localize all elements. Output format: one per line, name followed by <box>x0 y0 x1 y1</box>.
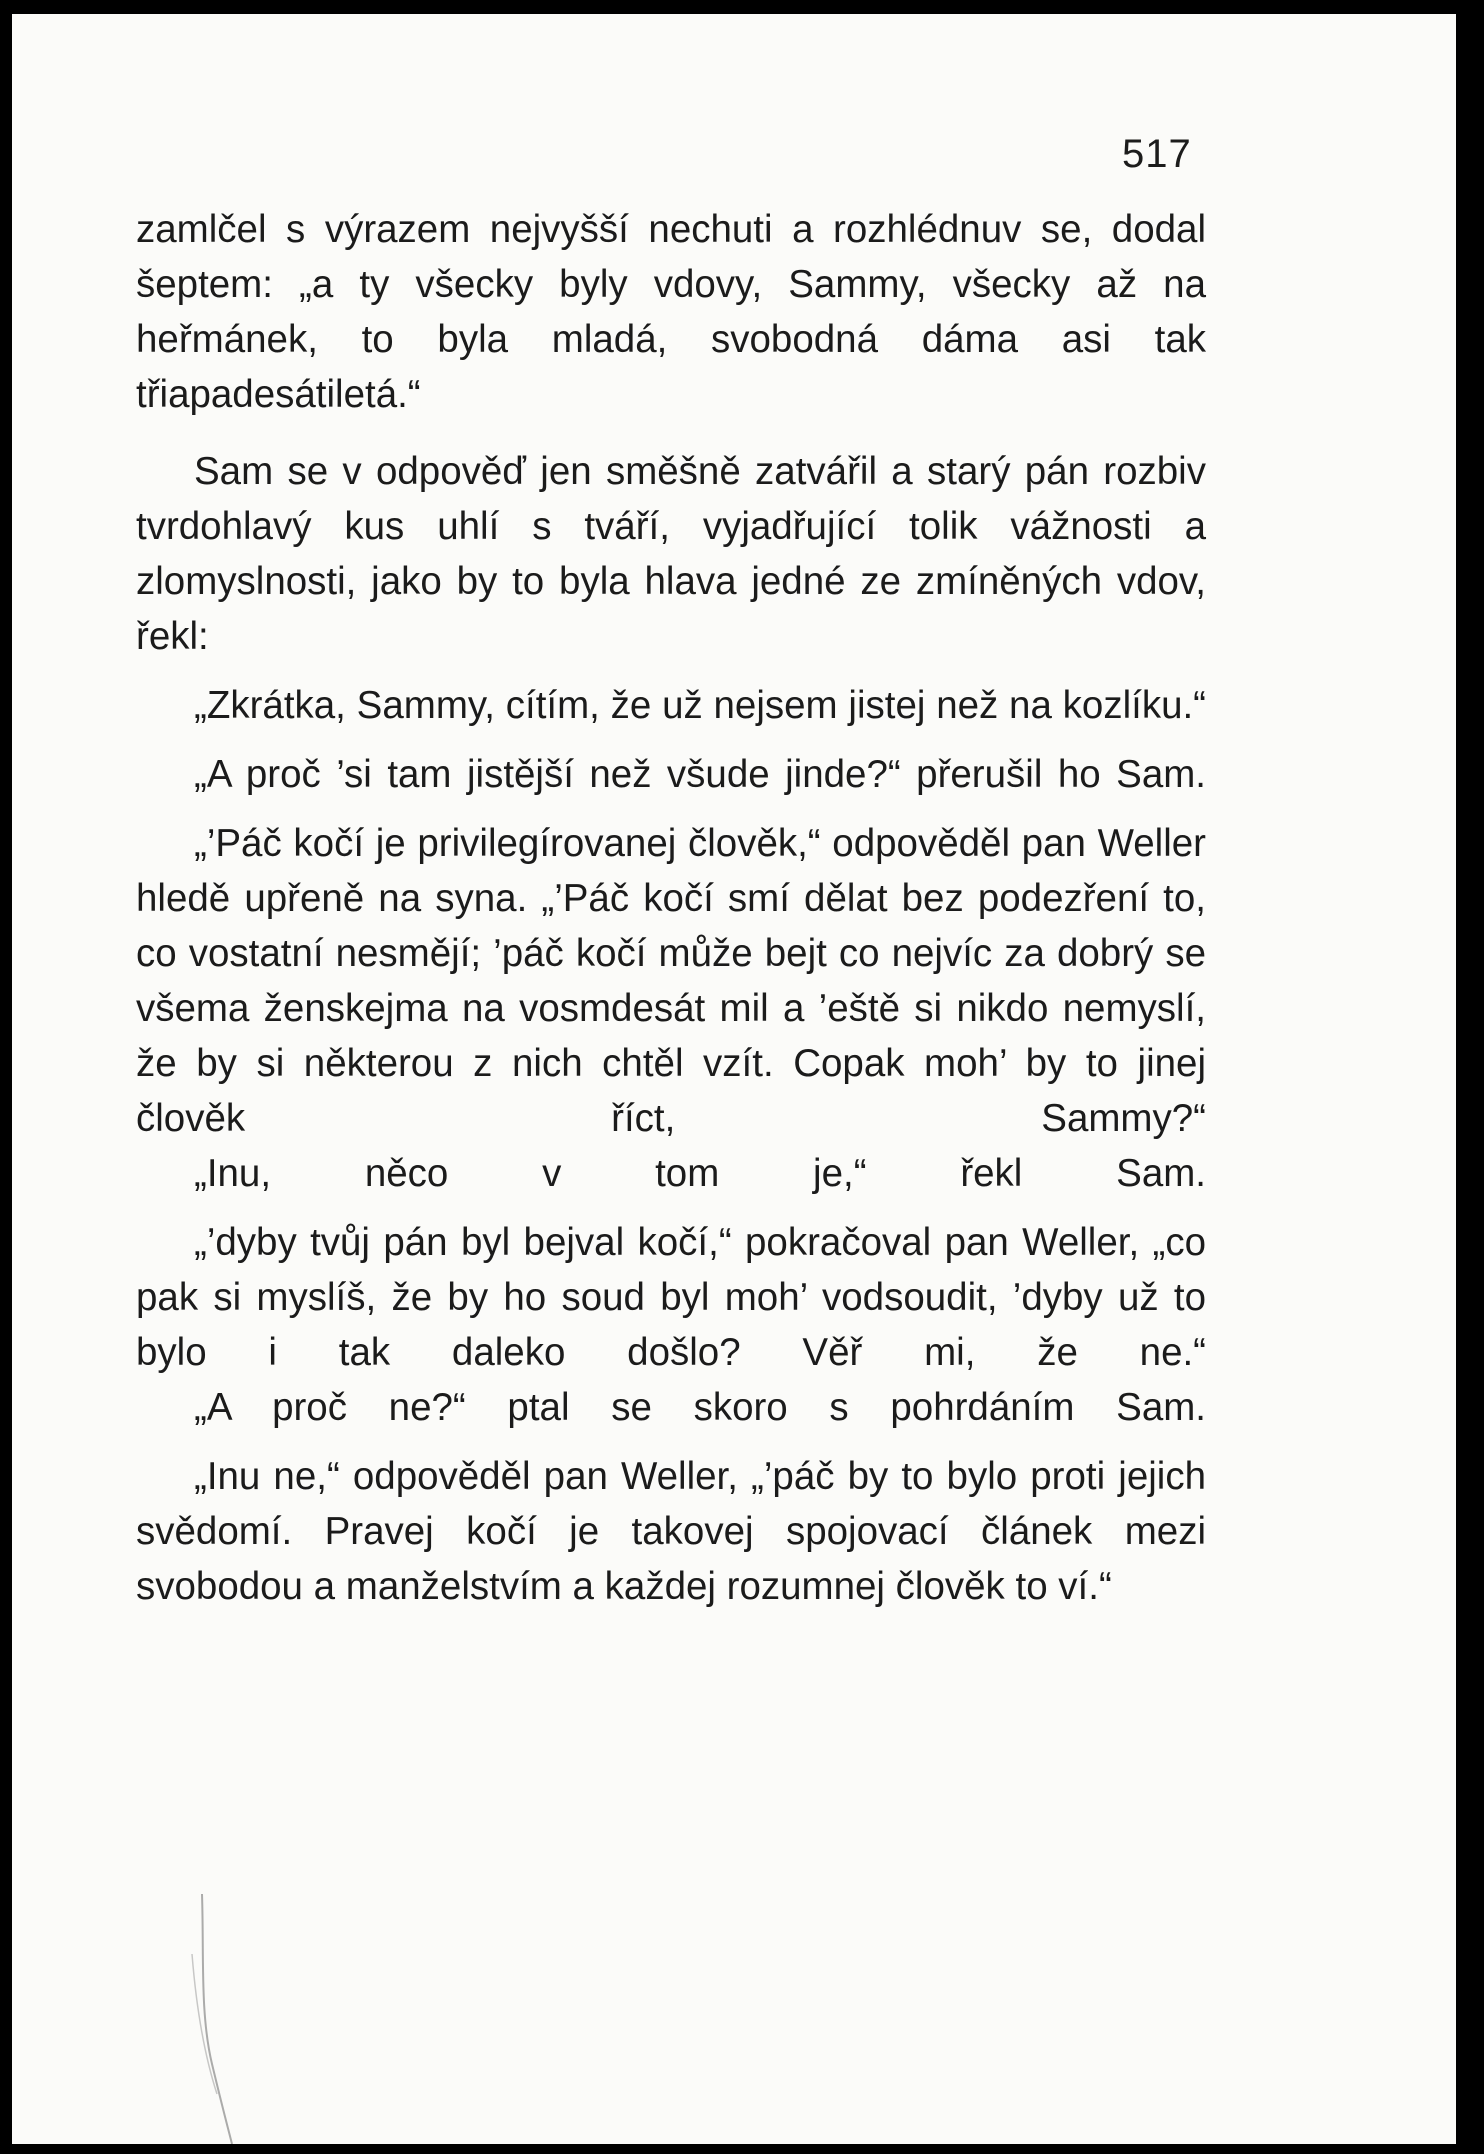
paragraph-6: „Inu, něco v tom je,“ řekl Sam. <box>194 1152 1206 1195</box>
paragraph-1: zamlčel s výrazem nejvyšší nechuti a rozhlédnuv se, dodal šeptem: „a ty všecky byly vdovy, Sammy, všecky až na heřmánek, to byla mladá, svobodná dáma asi tak třiapadesátiletá.“ <box>136 208 1206 416</box>
paragraph-9: „Inu ne,“ odpověděl pan Weller, „’páč by to bylo proti jejich svědomí. Pravej kočí je takovej spojovací článek mezi svobodou a manželstvím a každej rozumnej člověk to ví.“ <box>136 1455 1206 1608</box>
paragraph-7: „’dyby tvůj pán byl bejval kočí,“ pokračoval pan Weller, „co pak si myslíš, že by ho soud byl moh’ vodsoudit, ’dyby už to bylo i tak daleko došlo? Věř mi, že ne.“ <box>136 1221 1206 1374</box>
body-text <box>136 202 1206 1614</box>
page-number: 517 <box>1122 132 1192 176</box>
book-page <box>12 14 1456 2144</box>
paper-scratch-mark <box>182 1894 242 2144</box>
paragraph-4: „A proč ’si tam jistější než všude jinde?“ přerušil ho Sam. <box>194 753 1206 796</box>
paragraph-2: Sam se v odpověď jen směšně zatvářil a starý pán rozbiv tvrdohlavý kus uhlí s tváří, vyjadřující tolik vážnosti a zlomyslnosti, jako by to byla hlava jedné ze zmíněných vdov, řekl: <box>136 450 1206 658</box>
paragraph-8: „A proč ne?“ ptal se skoro s pohrdáním Sam. <box>194 1386 1206 1429</box>
paragraph-5: „’Páč kočí je privilegírovanej člověk,“ odpověděl pan Weller hledě upřeně na syna. „’Páč kočí smí dělat bez podezření to, co vostatní nesmějí; ’páč kočí může bejt co nejvíc za dobrý se všema ženskejma na vosmdesát mil a ’eště si nikdo nemyslí, že by si některou z nich chtěl vzít. Copak moh’ by to jinej člověk říct, Sammy?“ <box>136 822 1206 1140</box>
paragraph-3: „Zkrátka, Sammy, cítím, že už nejsem jistej než na kozlíku.“ <box>194 684 1206 727</box>
